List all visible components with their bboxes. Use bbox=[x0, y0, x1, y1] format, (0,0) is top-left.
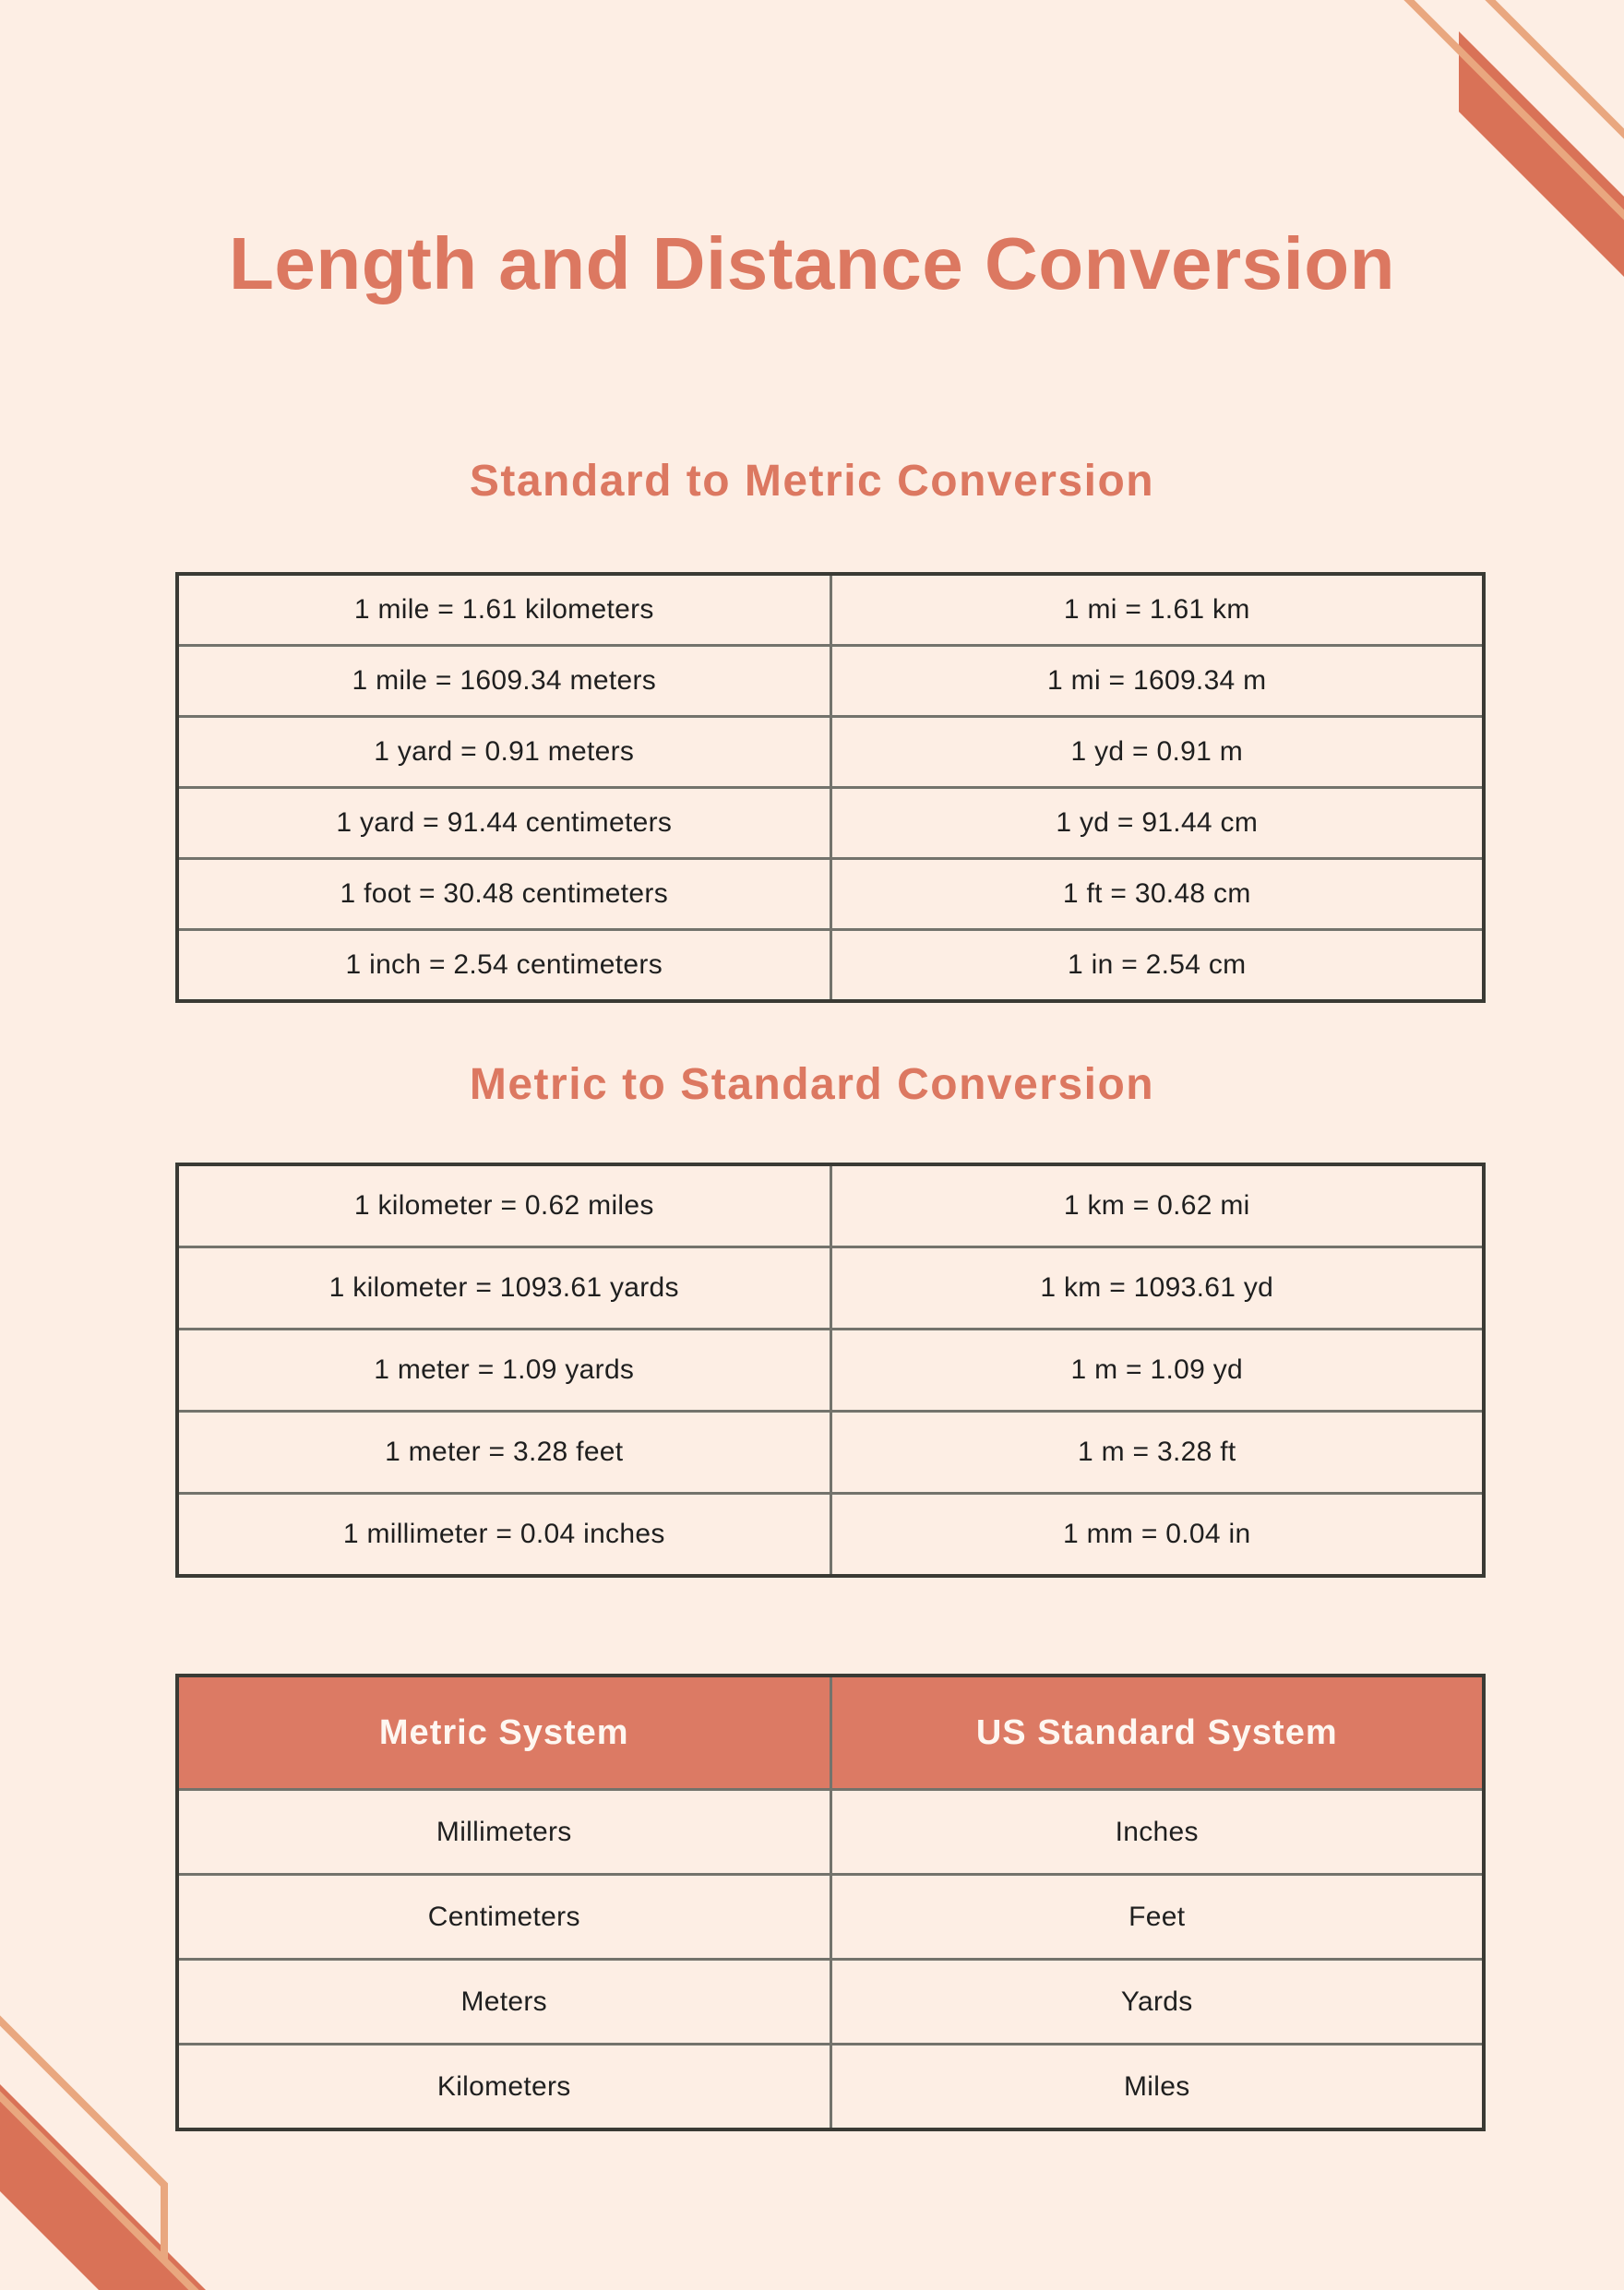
table-cell: 1 mile = 1609.34 meters bbox=[177, 646, 830, 717]
table-cell: Miles bbox=[830, 2045, 1484, 2130]
table-row bbox=[177, 2045, 1484, 2130]
bottom-left-tan-fold-line bbox=[0, 1998, 164, 2262]
table-row bbox=[177, 574, 1484, 646]
table-cell: 1 km = 1093.61 yd bbox=[830, 1247, 1484, 1330]
table-row bbox=[177, 1164, 1484, 1247]
standard-to-metric-table bbox=[175, 572, 1486, 1003]
table-cell: 1 yard = 0.91 meters bbox=[177, 717, 830, 788]
table-cell: 1 mm = 0.04 in bbox=[830, 1494, 1484, 1577]
table-cell: 1 m = 1.09 yd bbox=[830, 1330, 1484, 1412]
table-cell: 1 yard = 91.44 centimeters bbox=[177, 788, 830, 859]
table-cell: 1 yd = 91.44 cm bbox=[830, 788, 1484, 859]
table-cell: 1 ft = 30.48 cm bbox=[830, 859, 1484, 930]
table-cell: 1 mi = 1.61 km bbox=[830, 574, 1484, 646]
table-cell: 1 meter = 3.28 feet bbox=[177, 1412, 830, 1494]
table-cell: 1 m = 3.28 ft bbox=[830, 1412, 1484, 1494]
table-cell: 1 mi = 1609.34 m bbox=[830, 646, 1484, 717]
metric-to-standard-table bbox=[175, 1163, 1486, 1578]
us-standard-system-header: US Standard System bbox=[830, 1676, 1484, 1790]
table-row bbox=[177, 717, 1484, 788]
table-cell: 1 inch = 2.54 centimeters bbox=[177, 930, 830, 1002]
table-cell: Yards bbox=[830, 1960, 1484, 2045]
table-cell: Feet bbox=[830, 1875, 1484, 1960]
table-row bbox=[177, 788, 1484, 859]
table-cell: 1 mile = 1.61 kilometers bbox=[177, 574, 830, 646]
top-right-tan-line bbox=[1463, 0, 1624, 180]
table-row bbox=[177, 1960, 1484, 2045]
table-cell: 1 meter = 1.09 yards bbox=[177, 1330, 830, 1412]
table-cell: Meters bbox=[177, 1960, 830, 2045]
table-cell: 1 kilometer = 0.62 miles bbox=[177, 1164, 830, 1247]
table-row bbox=[177, 1494, 1484, 1577]
section-heading-metric-to-standard: Metric to Standard Conversion bbox=[469, 1060, 1155, 1109]
table-row bbox=[177, 859, 1484, 930]
table-row bbox=[177, 1790, 1484, 1875]
table-cell: 1 foot = 30.48 centimeters bbox=[177, 859, 830, 930]
page-title: Length and Distance Conversion bbox=[228, 222, 1396, 304]
table-cell: 1 yd = 0.91 m bbox=[830, 717, 1484, 788]
table-cell: 1 km = 0.62 mi bbox=[830, 1164, 1484, 1247]
table-row bbox=[177, 1875, 1484, 1960]
section-heading-standard-to-metric: Standard to Metric Conversion bbox=[469, 457, 1155, 506]
measurement-systems-table bbox=[175, 1674, 1486, 2131]
metric-system-header: Metric System bbox=[177, 1676, 830, 1790]
table-row bbox=[177, 1412, 1484, 1494]
table-row bbox=[177, 1330, 1484, 1412]
table-cell: Kilometers bbox=[177, 2045, 830, 2130]
table-row bbox=[177, 930, 1484, 1002]
table-cell: Millimeters bbox=[177, 1790, 830, 1875]
table-header-row bbox=[177, 1676, 1484, 1790]
table-cell: 1 kilometer = 1093.61 yards bbox=[177, 1247, 830, 1330]
table-cell: 1 millimeter = 0.04 inches bbox=[177, 1494, 830, 1577]
table-row bbox=[177, 646, 1484, 717]
table-cell: Inches bbox=[830, 1790, 1484, 1875]
table-row bbox=[177, 1247, 1484, 1330]
table-cell: 1 in = 2.54 cm bbox=[830, 930, 1484, 1002]
table-cell: Centimeters bbox=[177, 1875, 830, 1960]
top-right-tan-stripe bbox=[1381, 0, 1624, 261]
